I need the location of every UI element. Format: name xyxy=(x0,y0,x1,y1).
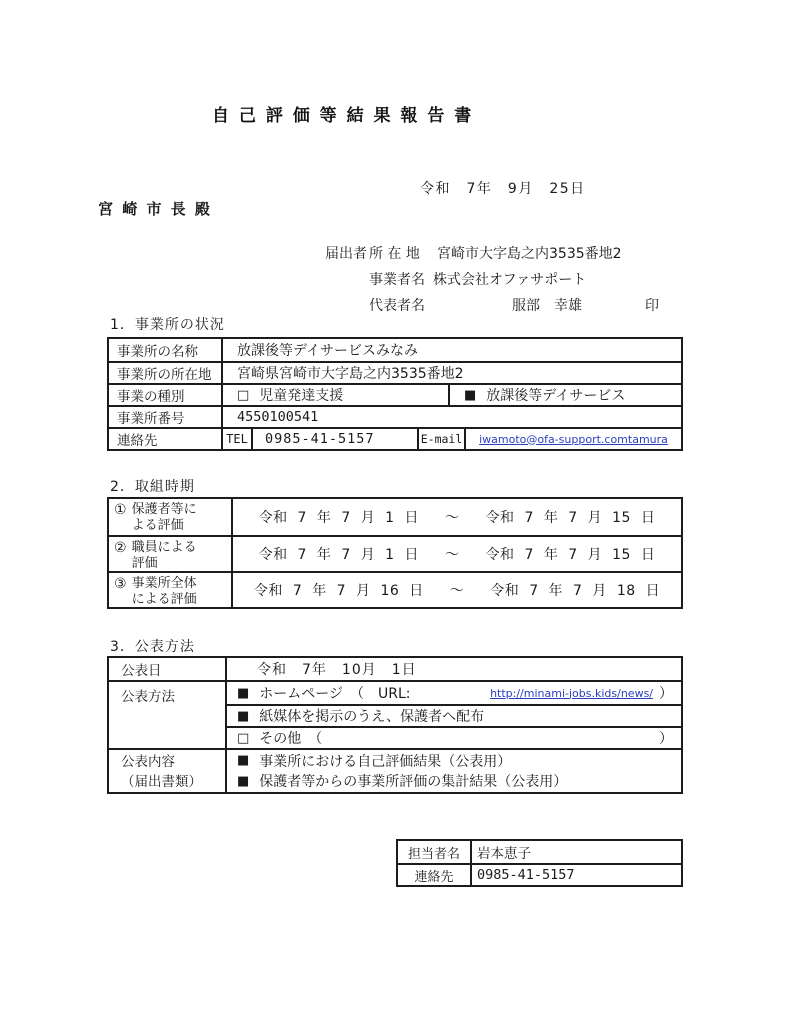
method-option-paper xyxy=(227,704,681,726)
tilde-separator: ～ xyxy=(445,547,460,563)
period-end: 令和 7 年 7 月 18 日 xyxy=(490,583,661,599)
declarant-company-line xyxy=(325,269,685,289)
email-link[interactable]: iwamoto@ofa-support.comtamura xyxy=(479,432,668,446)
table-row xyxy=(109,427,681,449)
evaluation-period-table xyxy=(107,497,683,609)
homepage-url-link[interactable]: http://minami-jobs.kids/news/ xyxy=(490,686,653,700)
contact-tel-label: 連絡先 xyxy=(414,869,454,885)
content-item-guardian-evaluation xyxy=(237,771,681,791)
table-row xyxy=(109,571,681,607)
office-name-label: 事業所の名称 xyxy=(117,344,198,360)
tel-label: TEL xyxy=(221,429,251,449)
period-end: 令和 7 年 7 月 15 日 xyxy=(485,547,656,563)
business-type-label: 事業の種別 xyxy=(117,389,185,405)
representative-value: 服部 幸雄 xyxy=(512,298,582,314)
method-paper-text: 紙媒体を掲示のうえ、保護者へ配布 xyxy=(259,709,485,725)
label-line2: 評価 xyxy=(131,556,158,571)
email-label: E-mail xyxy=(417,429,464,449)
office-address-value: 宮崎県宮崎市大字島之内3535番地2 xyxy=(221,363,681,383)
close-paren: ） xyxy=(659,731,673,747)
circled-number-1: ① xyxy=(114,502,127,518)
office-name-value: 放課後等デイサービスみなみ xyxy=(221,339,681,361)
period-start: 令和 7 年 7 月 1 日 xyxy=(258,510,420,526)
label-line2: による評価 xyxy=(131,592,197,607)
period-row1-dates xyxy=(231,499,681,535)
table-row xyxy=(109,361,681,383)
table-row xyxy=(109,405,681,427)
contact-label: 連絡先 xyxy=(117,433,158,449)
publication-content-items xyxy=(225,750,681,792)
declarant-block xyxy=(325,243,685,323)
tilde-separator: ～ xyxy=(449,583,465,599)
publication-method-label: 公表方法 xyxy=(121,689,175,705)
business-type-option-1-label: 児童発達支援 xyxy=(259,388,344,404)
representative-label: 代表者名 xyxy=(369,298,425,314)
checkbox-checked-icon: ■ xyxy=(237,753,250,769)
publication-date-label: 公表日 xyxy=(121,663,162,679)
person-in-charge-label: 担当者名 xyxy=(407,846,460,862)
label-line1: 事業所全体 xyxy=(131,576,197,591)
contact-person-table xyxy=(396,839,683,887)
business-type-option-2 xyxy=(448,385,681,405)
period-row3-label xyxy=(109,573,231,607)
person-in-charge-value: 岩本恵子 xyxy=(470,841,681,863)
section1-heading: 1．事業所の状況 xyxy=(110,317,225,333)
contact-tel-value: 0985-41-5157 xyxy=(470,865,681,885)
period-row1-label-text xyxy=(132,502,197,534)
content-item-text: 保護者等からの事業所評価の集計結果（公表用） xyxy=(259,774,568,791)
business-type-option-1 xyxy=(221,385,448,405)
table-row xyxy=(109,680,681,748)
company-label: 事業者名 xyxy=(369,272,425,288)
method-option-other xyxy=(227,726,681,748)
table-row xyxy=(109,658,681,680)
declarant-address-label: 所 在 地 xyxy=(369,246,420,262)
circled-number-3: ③ xyxy=(114,576,127,592)
period-start: 令和 7 年 7 月 1 日 xyxy=(258,547,420,563)
section3-heading: 3．公表方法 xyxy=(110,639,195,655)
publication-date-value: 令和 7年 10月 1日 xyxy=(225,658,681,680)
period-start: 令和 7 年 7 月 16 日 xyxy=(253,583,424,599)
office-number-value: 4550100541 xyxy=(221,407,681,427)
company-value: 株式会社オファサポート xyxy=(433,272,587,288)
table-row xyxy=(109,339,681,361)
content-label-line1: 公表内容 （届出書類） xyxy=(121,754,202,790)
declarant-representative-line xyxy=(325,295,685,315)
office-address-label: 事業所の所在地 xyxy=(117,367,212,383)
declarant-address-value: 宮崎市大字島之内3535番地2 xyxy=(437,246,622,262)
period-row2-dates xyxy=(231,537,681,571)
checkbox-checked-icon: ■ xyxy=(237,685,250,701)
table-row xyxy=(109,383,681,405)
publication-table xyxy=(107,656,683,794)
method-homepage-text: ホームページ （ URL: xyxy=(259,686,411,702)
office-status-table xyxy=(107,337,683,451)
period-row2-label xyxy=(109,537,231,571)
page-title: 自 己 評 価 等 結 果 報 告 書 xyxy=(212,106,474,126)
label-line1: 職員による xyxy=(131,540,197,555)
declarant-label: 届出者 xyxy=(325,246,367,262)
checkbox-unchecked-icon: □ xyxy=(237,387,250,403)
close-paren: ） xyxy=(659,686,673,702)
addressee: 宮 崎 市 長 殿 xyxy=(98,200,212,218)
content-item-text: 事業所における自己評価結果（公表用） xyxy=(259,753,512,770)
period-row3-dates xyxy=(231,573,681,607)
business-type-option-2-label: 放課後等デイサービス xyxy=(486,388,626,404)
content-item-self-evaluation xyxy=(237,751,681,771)
period-row1-label xyxy=(109,499,231,535)
section2-heading: 2．取組時期 xyxy=(110,479,195,495)
table-row xyxy=(109,499,681,535)
method-option-homepage xyxy=(227,682,681,704)
checkbox-unchecked-icon: □ xyxy=(237,730,250,746)
tel-value: 0985-41-5157 xyxy=(251,429,417,449)
method-other-text: その他 （ xyxy=(259,731,323,747)
table-row xyxy=(109,535,681,571)
email-value-cell xyxy=(464,429,681,449)
label-line2: よる評価 xyxy=(131,518,184,533)
table-row xyxy=(109,748,681,792)
checkbox-checked-icon: ■ xyxy=(237,708,250,724)
report-date: 令和 7年 9月 25日 xyxy=(420,181,586,197)
checkbox-checked-icon: ■ xyxy=(237,773,250,789)
seal-mark: 印 xyxy=(645,298,659,314)
table-row xyxy=(398,841,681,863)
circled-number-2: ② xyxy=(114,540,127,556)
office-number-label: 事業所番号 xyxy=(117,411,185,427)
label-line1: 保護者等に xyxy=(131,502,197,517)
publication-method-options xyxy=(225,682,681,748)
declarant-address-line xyxy=(325,243,685,263)
tilde-separator: ～ xyxy=(445,510,460,526)
checkbox-checked-icon: ■ xyxy=(464,387,477,403)
period-row3-label-text xyxy=(132,576,197,607)
publication-content-label xyxy=(109,750,225,792)
table-row xyxy=(398,863,681,885)
period-end: 令和 7 年 7 月 15 日 xyxy=(485,510,656,526)
period-row2-label-text xyxy=(132,540,197,571)
